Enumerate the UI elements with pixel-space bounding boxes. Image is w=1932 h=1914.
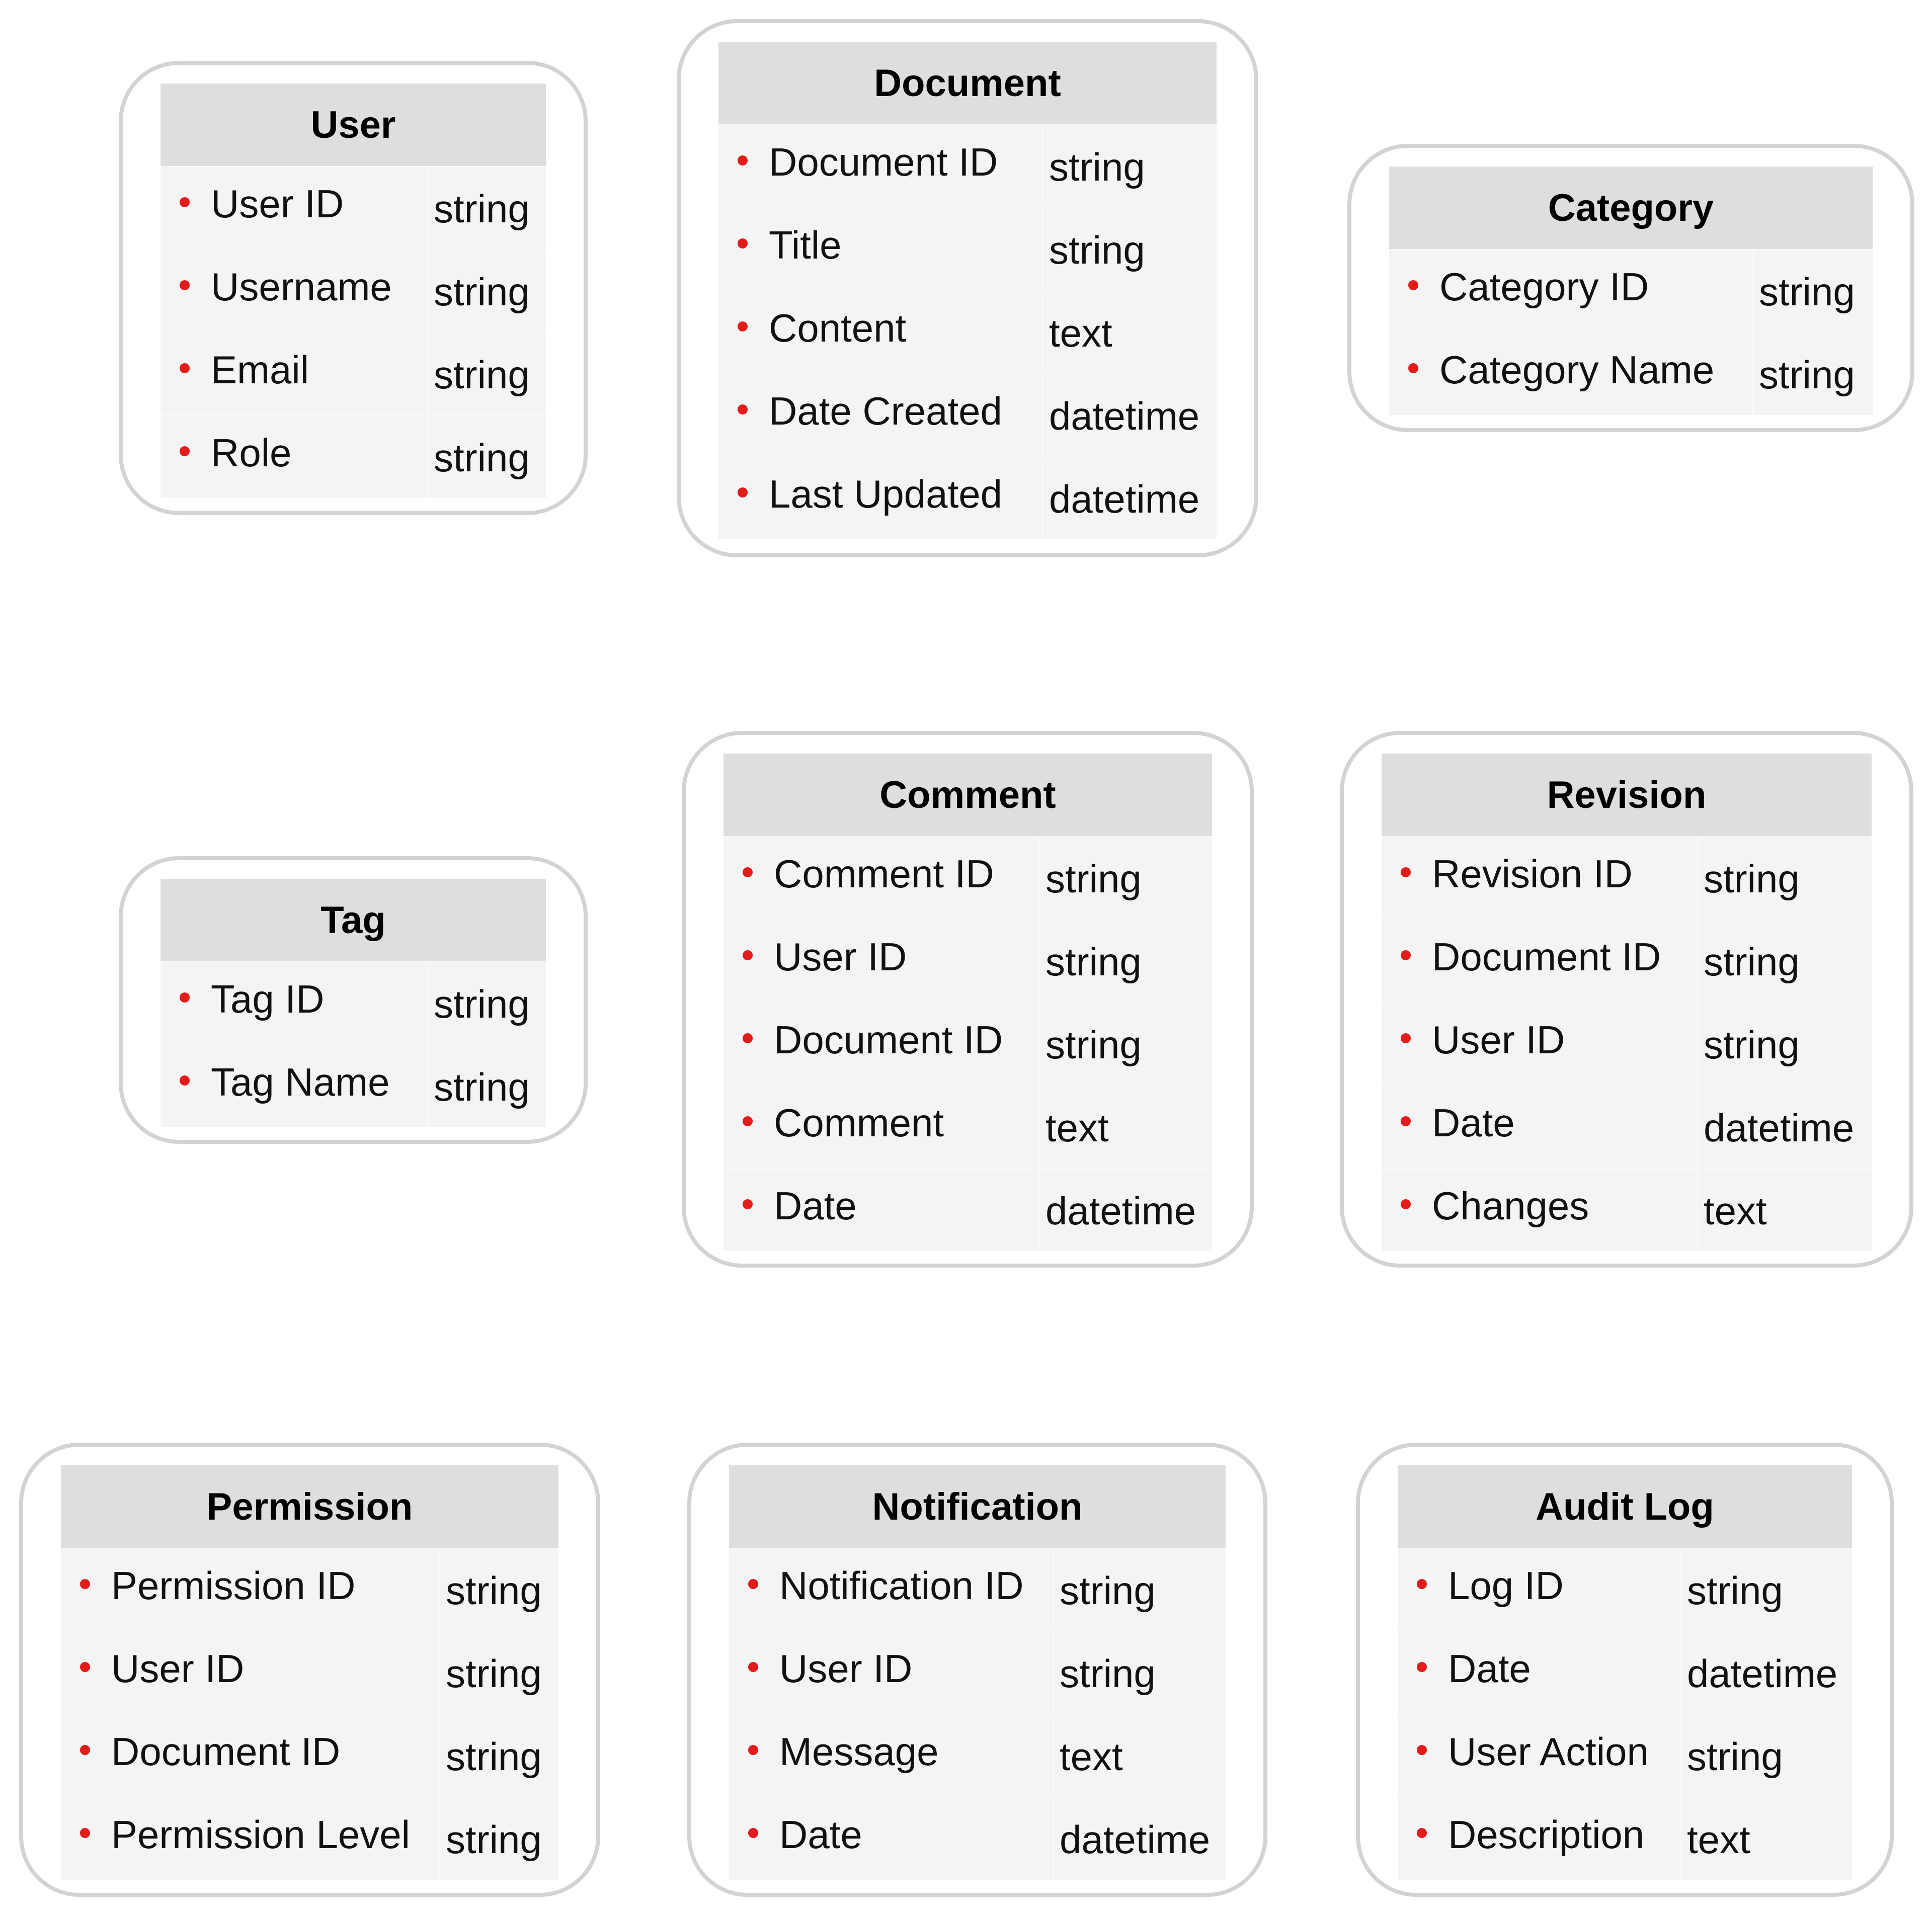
column-divider <box>1038 1003 1040 1085</box>
column-divider <box>1038 1169 1040 1251</box>
field-name: Message <box>779 1729 939 1774</box>
field-row <box>723 919 1212 1002</box>
bullet-icon <box>180 197 190 207</box>
field-row <box>61 1797 558 1880</box>
column-divider <box>1680 1798 1681 1880</box>
field-name: Document ID <box>1432 935 1661 979</box>
field-type: string <box>1704 1023 1800 1067</box>
field-row <box>723 836 1212 919</box>
column-divider <box>1053 1715 1054 1797</box>
entity-title: Document <box>718 42 1217 124</box>
field-type: string <box>446 1734 542 1779</box>
entity-document <box>677 19 1258 557</box>
field-row <box>1398 1714 1852 1797</box>
field-type: string <box>1759 270 1855 314</box>
field-name: Document ID <box>774 1018 1003 1062</box>
field-type: string <box>1045 1023 1142 1067</box>
field-type: string <box>1045 857 1142 901</box>
bullet-icon <box>748 1828 758 1838</box>
bullet-icon <box>80 1828 90 1838</box>
field-row <box>1389 249 1873 332</box>
field-name: Category ID <box>1439 265 1649 309</box>
column-divider <box>427 416 428 498</box>
field-name: Permission Level <box>111 1812 410 1857</box>
entity-audit-log <box>1356 1443 1894 1897</box>
field-row <box>718 290 1217 373</box>
entity-revision <box>1340 731 1913 1268</box>
field-type: string <box>434 982 530 1026</box>
field-name: Document ID <box>769 140 998 184</box>
entity-permission <box>19 1443 600 1897</box>
bullet-icon <box>743 1033 753 1043</box>
column-divider <box>1042 457 1043 539</box>
column-divider <box>439 1549 440 1631</box>
bullet-icon <box>80 1579 90 1589</box>
field-name: Content <box>769 306 907 350</box>
field-row <box>160 166 546 249</box>
bullet-icon <box>743 1116 753 1126</box>
column-divider <box>439 1798 440 1880</box>
bullet-icon <box>1401 867 1411 877</box>
column-divider <box>1680 1549 1681 1631</box>
column-divider <box>1042 125 1043 207</box>
entity-title: Revision <box>1382 754 1872 836</box>
field-name: User Action <box>1448 1729 1649 1774</box>
entity-table <box>61 1465 558 1880</box>
field-row <box>729 1797 1226 1880</box>
bullet-icon <box>738 238 748 248</box>
field-name: Title <box>769 223 842 267</box>
column-divider <box>1042 374 1043 456</box>
field-name: Username <box>211 265 392 309</box>
field-type: string <box>1060 1651 1156 1696</box>
field-type: string <box>446 1651 542 1696</box>
entity-table <box>160 879 546 1127</box>
column-divider <box>427 333 428 415</box>
field-name: Date <box>779 1812 862 1857</box>
field-name: User ID <box>1432 1018 1565 1062</box>
column-divider <box>427 167 428 249</box>
field-row <box>723 1085 1212 1168</box>
entity-table <box>160 84 546 498</box>
column-divider <box>427 962 428 1044</box>
column-divider <box>1042 291 1043 373</box>
field-type: string <box>1045 940 1142 984</box>
field-type: string <box>1687 1568 1783 1613</box>
column-divider <box>1680 1632 1681 1714</box>
field-row <box>1382 919 1872 1002</box>
bullet-icon <box>748 1579 758 1589</box>
field-name: Document ID <box>111 1729 341 1774</box>
field-row <box>723 1002 1212 1085</box>
field-row <box>718 207 1217 290</box>
field-name: Email <box>211 348 309 392</box>
bullet-icon <box>1401 950 1411 960</box>
bullet-icon <box>743 1199 753 1209</box>
entity-title: Tag <box>160 879 546 961</box>
bullet-icon <box>1401 1033 1411 1043</box>
field-row <box>718 456 1217 539</box>
field-name: Comment <box>774 1101 944 1145</box>
field-name: Permission ID <box>111 1563 356 1608</box>
bullet-icon <box>1408 363 1418 373</box>
field-name: Tag Name <box>211 1060 390 1104</box>
field-row <box>160 961 546 1044</box>
field-row <box>160 415 546 498</box>
field-type: string <box>1759 353 1855 397</box>
field-type: string <box>1049 228 1145 272</box>
field-type: string <box>446 1817 542 1862</box>
field-name: User ID <box>774 935 907 979</box>
field-name: Comment ID <box>774 852 994 896</box>
entity-title: Category <box>1389 167 1873 249</box>
column-divider <box>1680 1715 1681 1797</box>
field-type: datetime <box>1045 1189 1196 1233</box>
column-divider <box>1042 208 1043 290</box>
field-row <box>61 1631 558 1714</box>
field-type: text <box>1049 311 1112 355</box>
bullet-icon <box>180 446 190 456</box>
field-type: text <box>1704 1189 1767 1233</box>
entity-notification <box>687 1443 1267 1897</box>
field-name: Revision ID <box>1432 852 1633 896</box>
field-name: Last Updated <box>769 472 1003 516</box>
entity-table <box>1382 754 1872 1251</box>
column-divider <box>427 1045 428 1127</box>
column-divider <box>1697 1086 1698 1168</box>
field-type: string <box>1704 940 1800 984</box>
bullet-icon <box>180 992 190 1003</box>
bullet-icon <box>180 280 190 290</box>
field-type: string <box>1049 145 1145 189</box>
field-type: text <box>1687 1817 1750 1862</box>
field-type: datetime <box>1687 1651 1838 1696</box>
field-row <box>160 249 546 332</box>
field-type: string <box>434 187 530 231</box>
field-name: User ID <box>779 1646 913 1691</box>
entity-title: User <box>160 84 546 166</box>
entity-table <box>1389 167 1873 415</box>
field-row <box>61 1714 558 1797</box>
field-row <box>1382 836 1872 919</box>
column-divider <box>427 250 428 332</box>
bullet-icon <box>1408 280 1418 290</box>
entity-title: Permission <box>61 1465 558 1548</box>
field-type: string <box>434 270 530 314</box>
entity-comment <box>682 731 1254 1268</box>
field-row <box>729 1714 1226 1797</box>
column-divider <box>1038 920 1040 1002</box>
field-type: string <box>446 1568 542 1613</box>
field-row <box>718 124 1217 207</box>
entity-table <box>718 42 1217 539</box>
field-name: Log ID <box>1448 1563 1564 1608</box>
field-type: datetime <box>1060 1817 1211 1862</box>
field-row <box>718 373 1217 456</box>
field-name: User ID <box>111 1646 245 1691</box>
bullet-icon <box>80 1745 90 1755</box>
column-divider <box>1697 1003 1698 1085</box>
column-divider <box>1053 1632 1054 1714</box>
column-divider <box>1697 1169 1698 1251</box>
field-row <box>160 1044 546 1127</box>
column-divider <box>1752 250 1753 332</box>
entity-tag <box>119 856 588 1144</box>
field-row <box>1389 332 1873 415</box>
bullet-icon <box>738 321 748 331</box>
column-divider <box>1053 1549 1054 1631</box>
column-divider <box>1038 1086 1040 1168</box>
bullet-icon <box>1417 1662 1427 1672</box>
field-row <box>1382 1085 1872 1168</box>
field-name: Date Created <box>769 389 1002 433</box>
field-row <box>729 1548 1226 1631</box>
field-name: User ID <box>211 182 344 226</box>
bullet-icon <box>180 363 190 373</box>
bullet-icon <box>738 487 748 497</box>
bullet-icon <box>748 1745 758 1755</box>
field-row <box>729 1631 1226 1714</box>
field-name: Notification ID <box>779 1563 1024 1608</box>
field-type: text <box>1060 1734 1123 1779</box>
field-name: Date <box>1448 1646 1531 1691</box>
entity-title: Notification <box>729 1465 1226 1548</box>
bullet-icon <box>80 1662 90 1672</box>
bullet-icon <box>1417 1745 1427 1755</box>
bullet-icon <box>1417 1828 1427 1838</box>
field-name: Date <box>774 1184 857 1228</box>
field-name: Category Name <box>1439 348 1715 392</box>
bullet-icon <box>743 950 753 960</box>
column-divider <box>1697 837 1698 919</box>
field-type: string <box>1687 1734 1783 1779</box>
column-divider <box>1697 920 1698 1002</box>
field-row <box>1382 1002 1872 1085</box>
entity-user <box>119 61 588 515</box>
column-divider <box>439 1632 440 1714</box>
column-divider <box>1053 1798 1054 1880</box>
field-row <box>1398 1548 1852 1631</box>
field-name: Tag ID <box>211 977 325 1021</box>
field-row <box>160 332 546 415</box>
field-type: datetime <box>1704 1106 1855 1150</box>
field-name: Description <box>1448 1812 1645 1857</box>
field-type: string <box>1704 857 1800 901</box>
field-type: text <box>1045 1106 1109 1150</box>
entity-table <box>1398 1465 1852 1880</box>
field-name: Date <box>1432 1101 1515 1145</box>
field-row <box>61 1548 558 1631</box>
field-type: string <box>1060 1568 1156 1613</box>
field-type: string <box>434 353 530 397</box>
entity-table <box>729 1465 1226 1880</box>
bullet-icon <box>738 404 748 414</box>
entity-category <box>1347 144 1914 432</box>
bullet-icon <box>748 1662 758 1672</box>
entity-title: Comment <box>723 754 1212 836</box>
field-row <box>1398 1631 1852 1714</box>
field-name: Changes <box>1432 1184 1589 1228</box>
column-divider <box>439 1715 440 1797</box>
bullet-icon <box>1401 1199 1411 1209</box>
entity-table <box>723 754 1212 1251</box>
bullet-icon <box>180 1075 190 1086</box>
bullet-icon <box>743 867 753 877</box>
field-row <box>1398 1797 1852 1880</box>
field-type: datetime <box>1049 477 1200 521</box>
field-row <box>723 1168 1212 1251</box>
column-divider <box>1752 333 1753 415</box>
entity-title: Audit Log <box>1398 1465 1852 1548</box>
field-name: Role <box>211 431 292 475</box>
bullet-icon <box>1417 1579 1427 1589</box>
field-type: string <box>434 1065 530 1109</box>
bullet-icon <box>738 155 748 165</box>
bullet-icon <box>1401 1116 1411 1126</box>
field-row <box>1382 1168 1872 1251</box>
column-divider <box>1038 837 1040 919</box>
field-type: string <box>434 436 530 480</box>
field-type: datetime <box>1049 394 1200 438</box>
